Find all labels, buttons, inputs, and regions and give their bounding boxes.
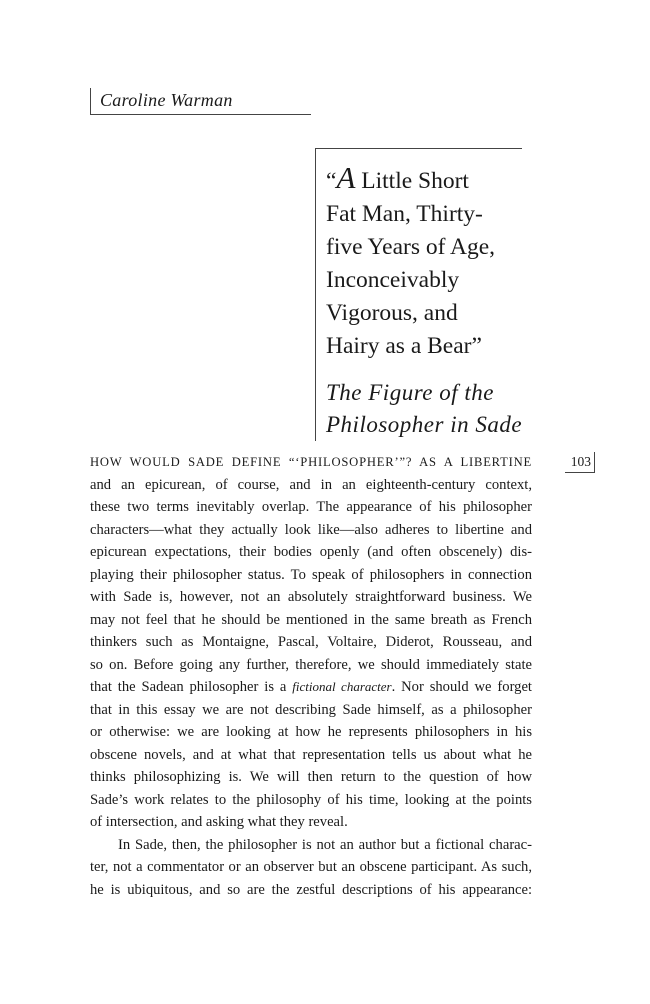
body-line: or otherwise: we are looking at how he represents philosophers in his bbox=[90, 724, 532, 740]
body-line: playing their philosopher status. To speak of philosophers in connection bbox=[90, 566, 532, 583]
page-number: 103 bbox=[565, 452, 595, 473]
body-line: of intersection, and asking what they reveal. bbox=[90, 814, 348, 830]
title-line: Inconceivably bbox=[326, 267, 460, 293]
body-line: he is ubiquitous, and so are the zestful descriptions of his appearance: bbox=[90, 881, 532, 898]
title-initial: A bbox=[336, 160, 356, 195]
chapter-title bbox=[326, 161, 526, 363]
title-line: Hairy as a Bear” bbox=[326, 333, 482, 359]
running-head bbox=[90, 88, 311, 115]
chapter-title-block bbox=[315, 148, 522, 441]
body-line bbox=[90, 676, 532, 699]
title-line: Little Short bbox=[355, 168, 469, 194]
body-line: obscene novels, and at what that representation tells us about what he bbox=[90, 746, 532, 763]
body-line: that in this essay we are not describing Sade himself, as a philosopher bbox=[90, 701, 532, 718]
title-line: five Years of Age, bbox=[326, 234, 496, 260]
body-text bbox=[90, 451, 532, 901]
body-line: ter, not a commentator or an observer but an obscene participant. As such, bbox=[90, 859, 532, 875]
body-text-run: . Nor should we forget bbox=[391, 679, 532, 695]
body-line: these two terms inevitably overlap. The appearance of his philosopher bbox=[90, 499, 532, 515]
emphasis-fictional-character: fictional character bbox=[292, 679, 392, 694]
subtitle-line: Philosopher in Sade bbox=[326, 412, 523, 437]
body-text-run: that the Sadean philosopher is a bbox=[90, 679, 293, 695]
body-line: Sade’s work relates to the philosophy of his time, looking at the points bbox=[90, 791, 532, 808]
author-name: Caroline Warman bbox=[100, 90, 233, 110]
body-line: characters—what they actually look like—also adheres to libertine and bbox=[90, 521, 532, 538]
body-line: so on. Before going any further, therefore, we should immediately state bbox=[90, 656, 532, 673]
body-line: may not feel that he should be mentioned in the same breath as French bbox=[90, 611, 532, 628]
body-line: with Sade is, however, not an absolutely straightforward business. We bbox=[90, 589, 532, 605]
body-line: thinks philosophizing is. We will then return to the question of how bbox=[90, 769, 532, 785]
body-line: HOW WOULD SADE DEFINE “‘PHILOSOPHER’”? AS A LIBERTINE bbox=[90, 455, 532, 469]
title-open-quote: “ bbox=[326, 168, 337, 194]
chapter-subtitle bbox=[326, 377, 526, 441]
body-line: and an epicurean, of course, and in an eighteenth-century context, bbox=[90, 476, 532, 493]
title-line: Vigorous, and bbox=[326, 300, 458, 326]
body-line: epicurean expectations, their bodies openly (and often obscenely) dis- bbox=[90, 544, 532, 560]
title-line: Fat Man, Thirty- bbox=[326, 201, 483, 227]
subtitle-line: The Figure of the bbox=[326, 380, 494, 405]
body-line: In Sade, then, the philosopher is not an author but a fictional charac- bbox=[118, 836, 532, 853]
body-line: thinkers such as Montaigne, Pascal, Voltaire, Diderot, Rousseau, and bbox=[90, 634, 532, 650]
